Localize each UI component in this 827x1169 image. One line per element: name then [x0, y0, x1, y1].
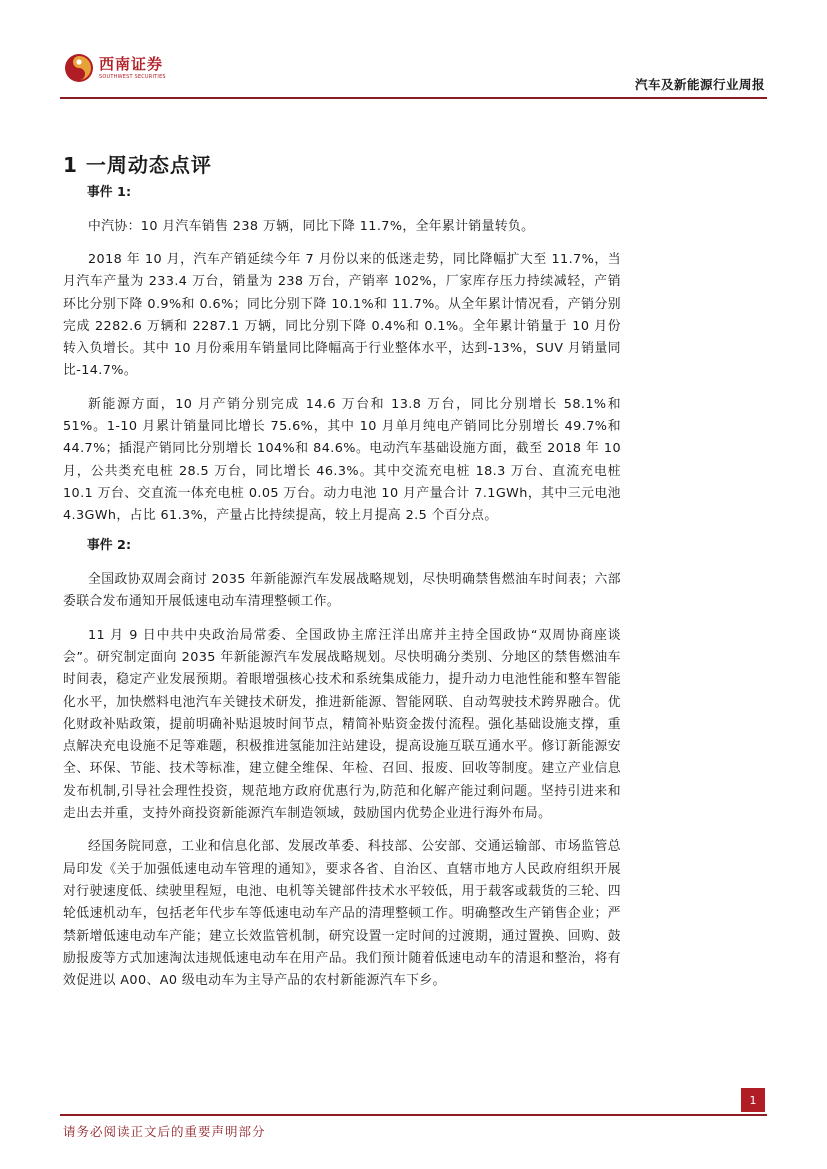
page-number: 1	[741, 1088, 765, 1112]
logo-emblem-icon	[64, 53, 94, 83]
logo-english-name: SOUTHWEST SECURITIES	[99, 73, 166, 80]
company-logo	[64, 51, 166, 85]
event-2-paragraph: 11 月 9 日中共中央政治局常委、全国政协主席汪洋出席并主持全国政协“双周协商座谈会”。研究制定面向 2035 年新能源汽车发展战略规划。尽快明确分类别、分地区的禁售燃油车时间表，稳定产业发展预期。着眼增强核心技术和系统集成能力，提升动力电池性能和整车智能化水平，加快燃料电池汽车关键技术研发，推进新能源、智能网联、自动驾驶技术跨界融合。优化财政补贴政策，提前明确补贴退坡时间节点，精简补贴资金拨付流程。强化基础设施支撑，重点解决充电设施不足等难题，积极推进氢能加注站建设，提高设施互联互通水平。修订新能源安全、环保、节能、技术等标准，建立健全维保、年检、召回、报废、回收等制度。建立产业信息发布机制,引导社会理性投资，规范地方政府优惠行为,防范和化解产能过剩问题。坚持引进来和走出去并重，支持外商投资新能源汽车制造领域，鼓励国内优势企业进行海外布局。	[63, 627, 621, 822]
event-1-label: 事件 1:	[87, 185, 132, 200]
logo-chinese-name: 西南证券	[99, 54, 164, 73]
footer-disclaimer: 请务必阅读正文后的重要声明部分	[63, 1124, 266, 1139]
event-1-headline: 中汽协：10 月汽车销售 238 万辆，同比下降 11.7%，全年累计销量转负。	[88, 218, 535, 234]
section-heading: 1 一周动态点评	[63, 153, 212, 177]
event-2-label: 事件 2:	[87, 538, 132, 554]
footer-divider	[60, 1114, 767, 1116]
event-1-paragraph: 2018 年 10 月，汽车产销延续今年 7 月份以来的低迷走势，同比降幅扩大至 11.7%，当月汽车产量为 233.4 万台，销量为 238 万台，产销率 102%，厂家库存压力持续减轻，产销环比分别下降 0.9%和 0.6%；同比分别下降 10.1%和 11.7%。从全年累计情况看，产销分别完成 2282.6 万辆和 2287.1 万辆，同比分别下降 0.4%和 0.1%。全年累计销量于 10 月份转入负增长。其中 10 月份乘用车销量同比降幅高于行业整体水平，达到-13%，SUV 月销量同比-14.7%。	[63, 251, 621, 379]
report-body	[63, 185, 621, 1003]
event-2-paragraph: 经国务院同意，工业和信息化部、发展改革委、科技部、公安部、交通运输部、市场监管总局印发《关于加强低速电动车管理的通知》，要求各省、自治区、直辖市地方人民政府组织开展对行驶速度低、续驶里程短，电池、电机等关键部件技术水平较低，用于载客或载货的三轮、四轮低速机动车，包括老年代步车等低速电动车产品的清理整顿工作。明确整改生产销售企业；严禁新增低速电动车产能；建立长效监管机制，研究设置一定时间的过渡期，通过置换、回购、鼓励报废等方式加速淘汰违规低速电动车在用产品。我们预计随着低速电动车的清退和整治，将有效促进以 A00、A0 级电动车为主导产品的农村新能源汽车下乡。	[63, 839, 621, 989]
event-1-paragraph: 新能源方面，10 月产销分别完成 14.6 万台和 13.8 万台，同比分别增长 58.1%和 51%。1-10 月累计销量同比增长 75.6%，其中 10 月单月纯电产销同比分别增长 49.7%和 44.7%；插混产销同比分别增长 104%和 84.6%。电动汽车基础设施方面，截至 2018 年 10 月，公共类充电桩 28.5 万台，同比增长 46.3%。其中交流充电桩 18.3 万台、直流充电桩 10.1 万台、交直流一体充电桩 0.05 万台。动力电池 10 月产量合计 7.1GWh，其中三元电池 4.3GWh，占比 61.3%，产量占比持续提高，较上月提高 2.5 个百分点。	[63, 396, 621, 524]
report-type-title: 汽车及新能源行业周报	[634, 77, 765, 92]
header-divider	[60, 97, 767, 99]
event-2-headline: 全国政协双周会商讨 2035 年新能源汽车发展战略规划，尽快明确禁售燃油车时间表；六部委联合发布通知开展低速电动车清理整顿工作。	[63, 572, 621, 610]
